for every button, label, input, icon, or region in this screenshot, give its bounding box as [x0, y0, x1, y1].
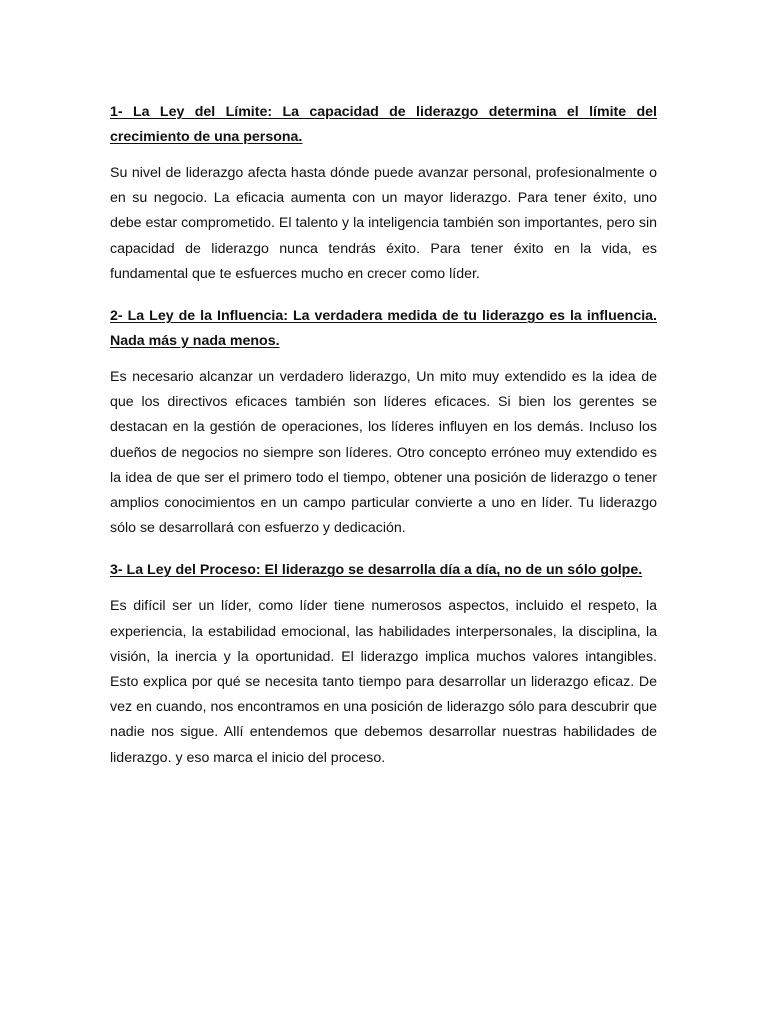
- section-heading: 1- La Ley del Límite: La capacidad de liderazgo determina el límite del crecimiento de una persona.: [110, 104, 657, 145]
- section-paragraph: Es difícil ser un líder, como líder tiene numerosos aspectos, incluido el respeto, la experiencia, la estabilidad emocional, las habilidades interpersonales, la disciplina, la visión, la inercia y la oportunidad. El liderazgo implica muchos valores intangibles. Esto explica por qué se necesita tanto tiempo para desarrollar un liderazgo eficaz. De vez en cuando, nos encontramos en una posición de liderazgo sólo para descubrir que nadie nos sigue. Allí entendemos que debemos desarrollar nuestras habilidades de liderazgo. y eso marca el inicio del proceso.: [110, 598, 657, 766]
- section-ley-del-limite: [110, 100, 657, 287]
- section-ley-de-la-influencia: [110, 304, 657, 541]
- section-paragraph: Su nivel de liderazgo afecta hasta dónde puede avanzar personal, profesionalmente o en su negocio. La eficacia aumenta con un mayor liderazgo. Para tener éxito, uno debe estar comprometido. El talento y la inteligencia también son importantes, pero sin capacidad de liderazgo nunca tendrás éxito. Para tener éxito en la vida, es fundamental que te esfuerces mucho en crecer como líder.: [110, 165, 657, 282]
- document-page: [110, 100, 657, 788]
- section-heading: 2- La Ley de la Influencia: La verdadera medida de tu liderazgo es la influencia. Nada más y nada menos.: [110, 308, 657, 350]
- section-ley-del-proceso: [110, 558, 657, 770]
- section-paragraph: Es necesario alcanzar un verdadero liderazgo, Un mito muy extendido es la idea de que los directivos eficaces también son líderes eficaces. Si bien los gerentes se destacan en la gestión de operaciones, los líderes influyen en los demás. Incluso los dueños de negocios no siempre son líderes. Otro concepto erróneo muy extendido es la idea de que ser el primero todo el tiempo, obtener una posición de liderazgo o tener amplios conocimientos en un campo particular convierte a uno en líder. Tu liderazgo sólo se desarrollará con esfuerzo y dedicación.: [110, 369, 657, 537]
- section-heading: 3- La Ley del Proceso: El liderazgo se desarrolla día a día, no de un sólo golpe.: [110, 562, 643, 579]
